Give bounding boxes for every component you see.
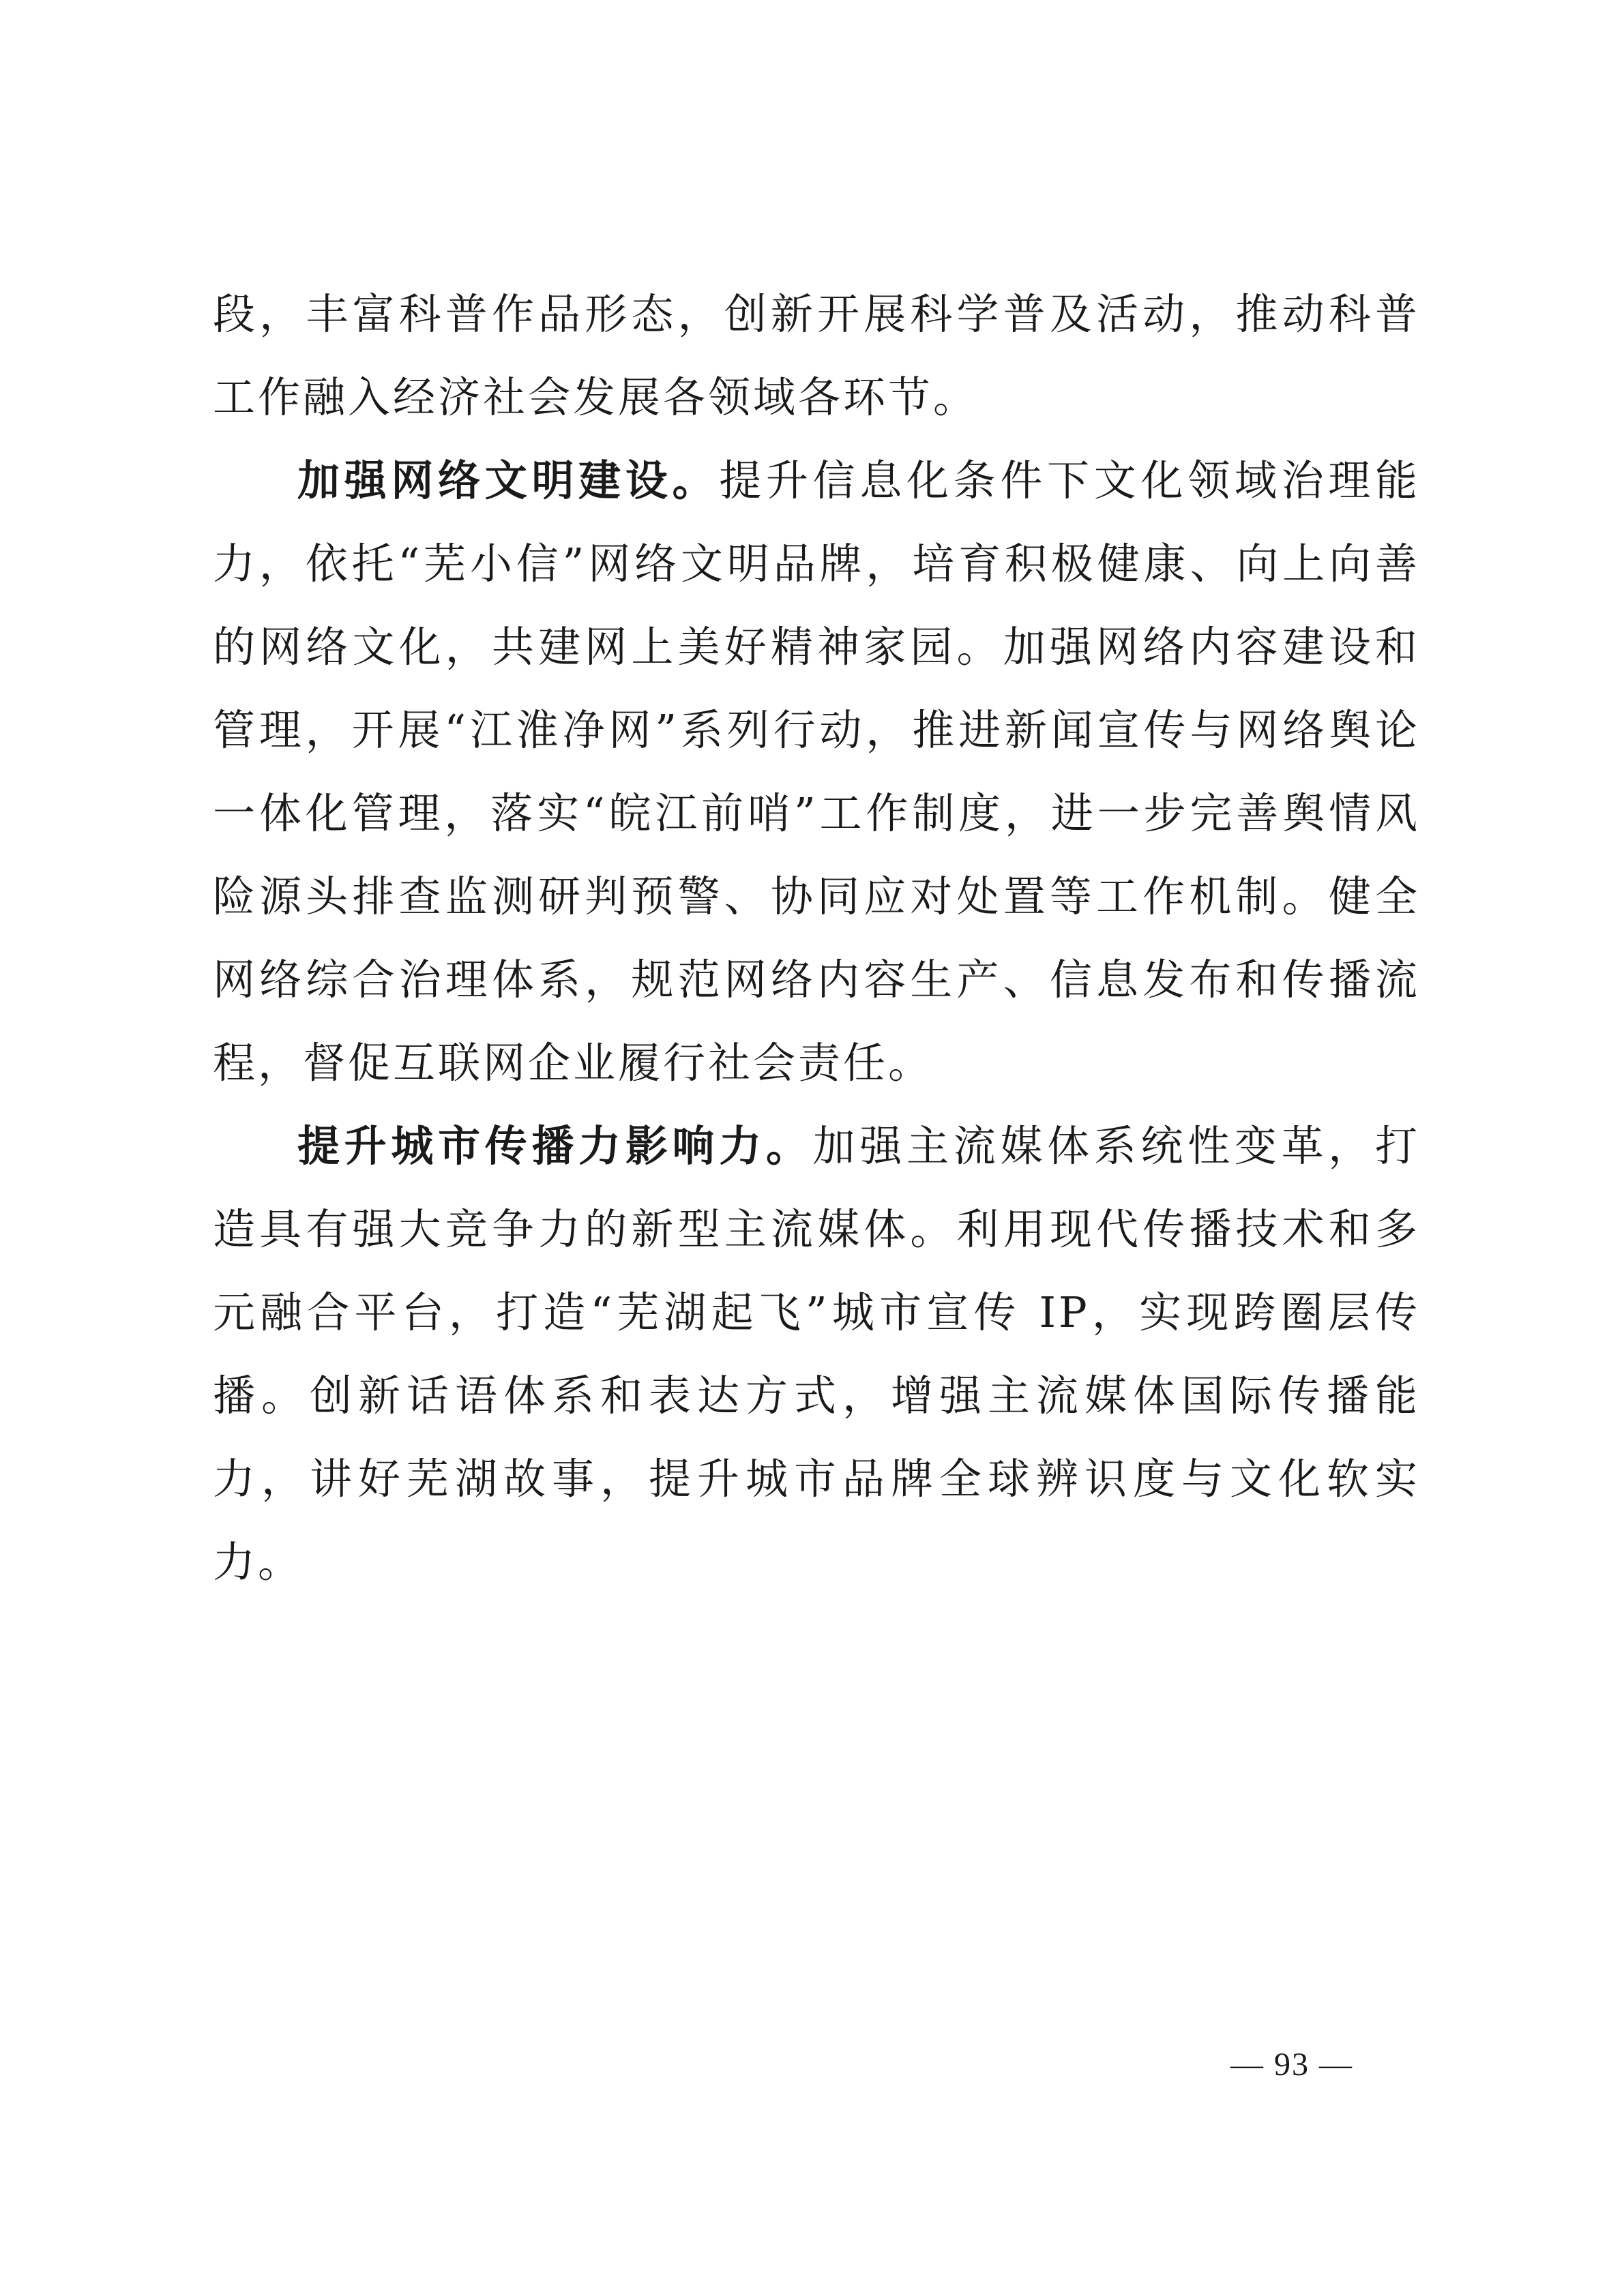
- paragraph-network-civilization: [213, 439, 1420, 1105]
- paragraph-text: 段，丰富科普作品形态，创新开展科学普及活动，推动科普工作融入经济社会发展各领域各环节。: [213, 289, 1420, 422]
- paragraph-lead: 加强网络文明建设。: [297, 456, 720, 505]
- paragraph-city-communication: [213, 1105, 1420, 1604]
- page-number: — 93 —: [1230, 2046, 1353, 2083]
- paragraph-continuation: [213, 273, 1420, 439]
- body-text: [213, 273, 1420, 1604]
- paragraph-text: 加强主流媒体系统性变革，打造具有强大竞争力的新型主流媒体。利用现代传播技术和多元融合平台，打造“芜湖起飞”城市宣传 IP，实现跨圈层传播。创新话语体系和表达方式，增强主流媒体国际传播能力，讲好芜湖故事，提升城市品牌全球辨识度与文化软实力。: [213, 1121, 1420, 1587]
- paragraph-text: 提升信息化条件下文化领域治理能力，依托“芜小信”网络文明品牌，培育积极健康、向上向善的网络文化，共建网上美好精神家园。加强网络内容建设和管理，开展“江淮净网”系列行动，推进新闻宣传与网络舆论一体化管理，落实“皖江前哨”工作制度，进一步完善舆情风险源头排查监测研判预警、协同应对处置等工作机制。健全网络综合治理体系，规范网络内容生产、信息发布和传播流程，督促互联网企业履行社会责任。: [213, 456, 1420, 1088]
- paragraph-lead: 提升城市传播力影响力。: [297, 1121, 813, 1171]
